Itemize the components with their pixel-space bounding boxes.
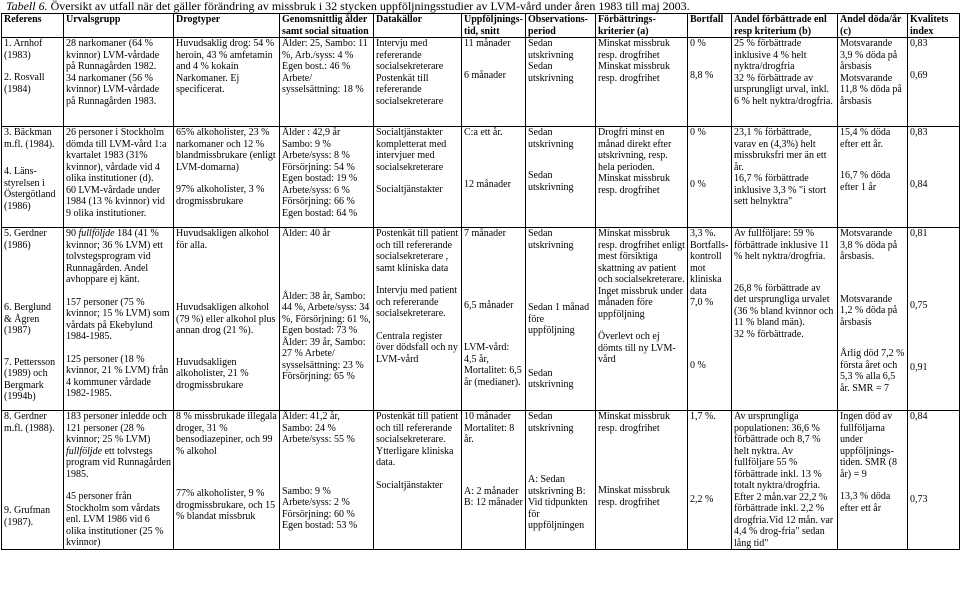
- doda-text: 15,4 % döda efter ett år.: [840, 127, 891, 150]
- tid-text: 10 månader Mortalitet: 8 år.: [464, 411, 515, 445]
- andel-text: Efter 2 mån.var 22,2 % förbättrade inkl. 2,2 % drogfria.Vid 12 mån. var 4,4 % drog-fria" sedan lång tid": [734, 491, 834, 549]
- study-ref: 4. Läns-styrelsen i Östergötland (1986): [4, 166, 56, 212]
- urval-text: [66, 228, 171, 286]
- study-ref: 7. Pettersson (1989) och Bergmark (1994b): [4, 356, 56, 402]
- tid-text: C:a ett år.: [464, 127, 503, 138]
- bort-text: 8,8 %: [690, 69, 714, 81]
- bort-text: 0 %: [690, 359, 706, 371]
- urval-italic: fullföljde: [78, 228, 115, 239]
- cell-tid: [462, 38, 526, 127]
- cell-andel: [732, 411, 838, 550]
- doda-text: Årlig död 7,2 % första året och 5,3 % alla 6,5 år. SMR = 7: [840, 348, 905, 394]
- obs-text: Sedan utskrivning: [528, 367, 574, 390]
- cell-urvalsgrupp: [64, 127, 174, 228]
- cell-urvalsgrupp: [64, 38, 174, 127]
- krit-text: Överlevt och ej dömts till ny LVM-vård: [598, 331, 676, 365]
- study-ref: 8. Gerdner m.fl. (1988).: [4, 411, 55, 434]
- urval-a: 183 personer inledde och 121 personer (28 % kvinnor; 25 % LVM): [66, 411, 167, 445]
- urval-text: 157 personer (75 % kvinnor; 15 % LVM) som vårdats på Ekebylund 1984-1985.: [66, 296, 170, 342]
- cell-kvalitet: [908, 228, 960, 411]
- bort-text: 1,7 %.: [690, 411, 716, 422]
- drog-text: Huvudsakligen alkohol (79 %) eller alkohol plus annan drog (21 %).: [176, 302, 276, 336]
- alder-text: Ålder: 38 år, Sambo: 44 %, Arbete/syss: 34 %, Försörjning: 61 %, Egen bostad: 73 %: [282, 290, 371, 336]
- urval-rest: ett tolvstegs program vid Runnagården 1985.: [66, 445, 171, 480]
- kval-text: 0,69: [910, 69, 928, 81]
- doda-text: Motsvarande 3,9 % döda på årsbasis: [840, 38, 898, 72]
- header-cell: Datakällor: [374, 14, 462, 38]
- krit-text: Minskat missbruk resp. drogfrihet: [598, 61, 670, 84]
- tid-text: 6 månader: [464, 69, 506, 81]
- header-cell: Genomsnittlig ålder samt social situation: [280, 14, 374, 38]
- header-cell: Kvalitets index: [908, 14, 960, 38]
- cell-datakallor: [374, 411, 462, 550]
- header-cell: Referens: [2, 14, 64, 38]
- andel-text: 16,7 % förbättrade inklusive 3,3 % "i stort sett helnyktra": [734, 173, 827, 207]
- andel-text: 32 % förbättrade.: [734, 328, 804, 340]
- doda-text: 16,7 % döda efter 1 år: [840, 170, 891, 193]
- alder-text: Ålder: 41,2 år, Sambo: 24 % Arbete/syss: 55 %: [282, 411, 355, 445]
- urval-text: 28 narkomaner (64 % kvinnor) LVM-vårdade på Runnagården 1982.: [66, 38, 160, 72]
- cell-kriterier: [596, 411, 688, 550]
- obs-text: Sedan utskrivning: [528, 170, 574, 193]
- alder-text: Sambo: 9 % Arbete/syss: 2 % Försörjning: 60 % Egen bostad: 53 %: [282, 485, 358, 531]
- cell-datakallor: [374, 127, 462, 228]
- obs-text: Sedan utskrivning: [528, 38, 574, 61]
- krit-text: Minskat missbruk resp. drogfrihet enligt mest försiktiga skattning av patient och socialsekreterare.: [598, 228, 685, 285]
- doda-text: Ingen död av fullföljarna under uppföljnings-tiden. SMR (8 år) = 9: [840, 411, 897, 480]
- cell-bortfall: [688, 411, 732, 550]
- cell-alder: [280, 411, 374, 550]
- krit-text: Inget missbruk under månaden före uppföljning: [598, 285, 683, 320]
- header-cell: Urvalsgrupp: [64, 14, 174, 38]
- header-cell: Observations-period: [526, 14, 596, 38]
- cell-alder: [280, 127, 374, 228]
- obs-text: Sedan utskrivning: [528, 411, 574, 434]
- drog-text: 65% alkoholister, 23 % narkomaner och 12 % blandmissbrukare (enligt LVM-domarna): [176, 127, 276, 173]
- drog-text: Huvudsakligen alkohol för alla.: [176, 228, 270, 251]
- data-text: Intervju med refererande socialsekreterare: [376, 38, 444, 72]
- tid-text: A: 2 månader B: 12 månader: [464, 485, 523, 508]
- andel-text: 32 % förbättrade av ursprungligt urval, inkl. 6 % helt nyktra/drogfria.: [734, 72, 833, 107]
- cell-obs: [526, 127, 596, 228]
- data-text: Postenkät till refererande socialsekreterare: [376, 72, 444, 107]
- tid-text: 11 månader: [464, 38, 511, 49]
- cell-doda: [838, 228, 908, 411]
- obs-text: Sedan utskrivning: [528, 61, 574, 84]
- bort-text: 0 %: [690, 127, 706, 138]
- alder-text: Ålder : 42,9 år Sambo: 9 % Arbete/syss: 8 % Försörjning: 54 % Egen bostad: 19 %: [282, 127, 358, 184]
- cell-andel: [732, 127, 838, 228]
- data-text: Socialtjänstakter kompletterat med intervjuer med socialsekreterare: [376, 127, 447, 173]
- cell-datakallor: [374, 38, 462, 127]
- urval-italic: fullföljde: [66, 445, 103, 457]
- kval-text: 0,84: [910, 178, 928, 190]
- outcome-table: [1, 13, 960, 550]
- cell-alder: [280, 228, 374, 411]
- cell-obs: [526, 228, 596, 411]
- cell-drogtyper: [174, 127, 280, 228]
- cell-doda: [838, 127, 908, 228]
- bort-text: 7,0 %: [690, 297, 714, 308]
- alder-text: Ålder: 39 år, Sambo: 27 % Arbete/ sysselsättning: 23 % Försörjning: 65 %: [282, 336, 366, 382]
- cell-doda: [838, 38, 908, 127]
- cell-obs: [526, 411, 596, 550]
- urval-text: 45 personer från Stockholm som vårdats enl. LVM 1986 vid 6 olika institutioner (25 % kvinnor): [66, 491, 164, 548]
- cell-andel: [732, 228, 838, 411]
- kval-text: 0,81: [910, 228, 928, 239]
- cell-kvalitet: [908, 411, 960, 550]
- doda-text: Motsvarande 1,2 % döda på årsbasis: [840, 293, 898, 328]
- cell-drogtyper: [174, 38, 280, 127]
- bort-text: 2,2 %: [690, 493, 714, 505]
- obs-text: A: Sedan utskrivning B: Vid tidpunkten för uppföljningen: [528, 474, 588, 531]
- kval-text: 0,84: [910, 411, 928, 422]
- study-ref: 2. Rosvall (1984): [4, 72, 45, 95]
- table-row: [2, 411, 960, 550]
- drog-text: 77% alkoholister, 9 % drogmissbrukare, och 15 % blandat missbruk: [176, 488, 276, 522]
- data-text: Postenkät till patient och till refererande socialsekreterare. Ytterligare kliniska data.: [376, 411, 459, 468]
- header-cell: Drogtyper: [174, 14, 280, 38]
- study-ref: 3. Bäckman m.fl. (1984).: [4, 127, 55, 150]
- alder-text: Arbete/ sysselsättning: 18 %: [282, 72, 364, 95]
- cell-bortfall: [688, 38, 732, 127]
- urval-text: 125 personer (18 % kvinnor, 21 % LVM) från 4 kommuner vårdade 1982-1985.: [66, 353, 169, 399]
- tid-text: LVM-vård: 4,5 år, Mortalitet: 6,5 år (medianer).: [464, 342, 522, 388]
- cell-drogtyper: [174, 411, 280, 550]
- urval-text: 26 personer i Stockholm dömda till LVM-vård 1:a kvartalet 1983 (31% kvinnor), vårdade vid 4 olika institutioner (d).: [66, 127, 167, 184]
- bort-text: 0 %: [690, 178, 706, 190]
- cell-drogtyper: [174, 228, 280, 411]
- cell-alder: [280, 38, 374, 127]
- urval-prefix: 90: [66, 228, 76, 239]
- andel-text: Av fullföljare: 59 % förbättrade inklusive 11 % helt nyktra/drogfria.: [734, 228, 830, 262]
- caption-label: Tabell 6.: [6, 0, 48, 13]
- table-row: [2, 38, 960, 127]
- study-ref: 5. Gerdner (1986): [4, 228, 47, 251]
- urval-rest: 184 (41 % kvinnor; 36 % LVM) ett tolvstegsprogram vid Runnagården. Andel avhoppare ej känt.: [66, 228, 163, 285]
- data-text: Intervju med patient och refererande socialsekreterare.: [376, 285, 458, 319]
- data-text: Postenkät till patient och till refererande socialsekreterare , samt kliniska data: [376, 228, 459, 274]
- study-ref: 6. Berglund & Ågren (1987): [4, 302, 52, 336]
- drog-text: Huvudsaklig drog: 54 % heroin, 43 % amfetamin and 4 % kokain: [176, 38, 275, 72]
- bort-text: 3,3 %. Bortfalls-kontroll mot kliniska data: [690, 228, 729, 297]
- cell-referens: [2, 411, 64, 550]
- kval-text: 0,91: [910, 362, 928, 373]
- table-caption: [6, 0, 690, 13]
- study-ref: 9. Grufman (1987).: [4, 505, 51, 528]
- andel-text: 26,8 % förbättrade av det ursprungliga urvalet (36 % bland kvinnor och 11 % bland män).: [734, 282, 834, 328]
- cell-bortfall: [688, 127, 732, 228]
- urval-text: [66, 411, 171, 480]
- header-cell: Uppföljnings-tid, snitt: [462, 14, 526, 38]
- doda-text: Motsvarande 3,8 % döda på årsbasis.: [840, 228, 898, 262]
- drog-text: 8 % missbrukade illegala droger, 31 % bensodiazepiner, och 99 % alkohol: [176, 411, 277, 457]
- table-row: [2, 228, 960, 411]
- obs-text: Sedan 1 månad före uppföljning: [528, 302, 590, 336]
- cell-kriterier: [596, 38, 688, 127]
- bort-text: 0 %: [690, 38, 706, 49]
- cell-kriterier: [596, 127, 688, 228]
- cell-tid: [462, 228, 526, 411]
- andel-text: 23,1 % förbättrade, varav en (4,3%) helt missbruksfri mer än ett år.: [734, 127, 827, 173]
- kval-text: 0,83: [910, 38, 928, 49]
- cell-bortfall: [688, 228, 732, 411]
- kval-text: 0,75: [910, 299, 928, 311]
- drog-text: 97% alkoholister, 3 % drogmissbrukare: [176, 184, 265, 207]
- cell-doda: [838, 411, 908, 550]
- tid-text: 7 månader: [464, 228, 506, 239]
- cell-tid: [462, 411, 526, 550]
- cell-referens: [2, 228, 64, 411]
- cell-obs: [526, 38, 596, 127]
- kval-text: 0,73: [910, 493, 928, 505]
- doda-text: 13,3 % döda efter ett år: [840, 491, 891, 514]
- study-ref: 1. Arnhof (1983): [4, 38, 43, 61]
- kval-text: 0,83: [910, 127, 928, 138]
- doda-text: Motsvarande 11,8 % döda på årsbasis: [840, 72, 902, 107]
- cell-referens: [2, 127, 64, 228]
- cell-tid: [462, 127, 526, 228]
- krit-text: Minskat missbruk resp. drogfrihet: [598, 173, 670, 196]
- cell-urvalsgrupp: [64, 228, 174, 411]
- andel-text: Av ursprungliga populationen: 36,6 % förbättrade och 8,7 % helt nyktra. Av fullföljare 55 % förbättrade inkl. 13 % totalt nyktra/drogfria.: [734, 411, 822, 491]
- obs-text: Sedan utskrivning: [528, 127, 574, 150]
- cell-kvalitet: [908, 38, 960, 127]
- header-cell: Andel döda/år (c): [838, 14, 908, 38]
- cell-kvalitet: [908, 127, 960, 228]
- krit-text: Minskat missbruk resp. drogfrihet: [598, 485, 670, 508]
- krit-text: Minskat missbruk resp. drogfrihet: [598, 38, 670, 61]
- urval-text: 34 narkomaner (56 % kvinnor) LVM-vårdade på Runnagården 1983.: [66, 72, 160, 107]
- tid-text: 12 månader: [464, 178, 511, 190]
- alder-text: Ålder: 40 år: [282, 228, 331, 239]
- obs-text: Sedan utskrivning: [528, 228, 574, 251]
- header-cell: Bortfall: [688, 14, 732, 38]
- andel-text: 25 % förbättrade inklusive 4 % helt nyktra/drogfria: [734, 38, 807, 72]
- drog-text: Huvudsakligen alkoholister, 21 % drogmissbrukare: [176, 356, 249, 391]
- header-cell: Förbättrings-kriterier (a): [596, 14, 688, 38]
- cell-kriterier: [596, 228, 688, 411]
- urval-text: 60 LVM-vårdade under 1984 (13 % kvinnor) vid 9 olika institutioner.: [66, 184, 165, 219]
- krit-text: Drogfri minst en månad direkt efter utskrivning, resp. hela perioden.: [598, 127, 672, 173]
- data-text: Centrala register över dödsfall och ny LVM-vård: [376, 330, 458, 365]
- data-text: Socialtjänstakter: [376, 184, 443, 195]
- krit-text: Minskat missbruk resp. drogfrihet: [598, 411, 670, 434]
- caption-text: Översikt av utfall när det gäller förändring av missbruk i 32 stycken uppföljningsstudier av LVM-vård under åren 1983 till maj 2003.: [47, 0, 690, 13]
- drog-text: Narkomaner. Ej specificerat.: [176, 72, 240, 95]
- alder-text: Ålder: 25, Sambo: 11 %, Arb./syss: 4 % Egen bost.: 46 %: [282, 38, 368, 72]
- cell-andel: [732, 38, 838, 127]
- alder-text: Arbete/syss: 6 % Försörjning: 66 % Egen bostad: 64 %: [282, 184, 358, 219]
- tid-text: 6,5 månader: [464, 299, 514, 311]
- cell-referens: [2, 38, 64, 127]
- header-row: [2, 14, 960, 38]
- header-cell: Andel förbättrade enl resp kriterium (b): [732, 14, 838, 38]
- data-text: Socialtjänstakter: [376, 479, 443, 491]
- cell-datakallor: [374, 228, 462, 411]
- cell-urvalsgrupp: [64, 411, 174, 550]
- table-row: [2, 127, 960, 228]
